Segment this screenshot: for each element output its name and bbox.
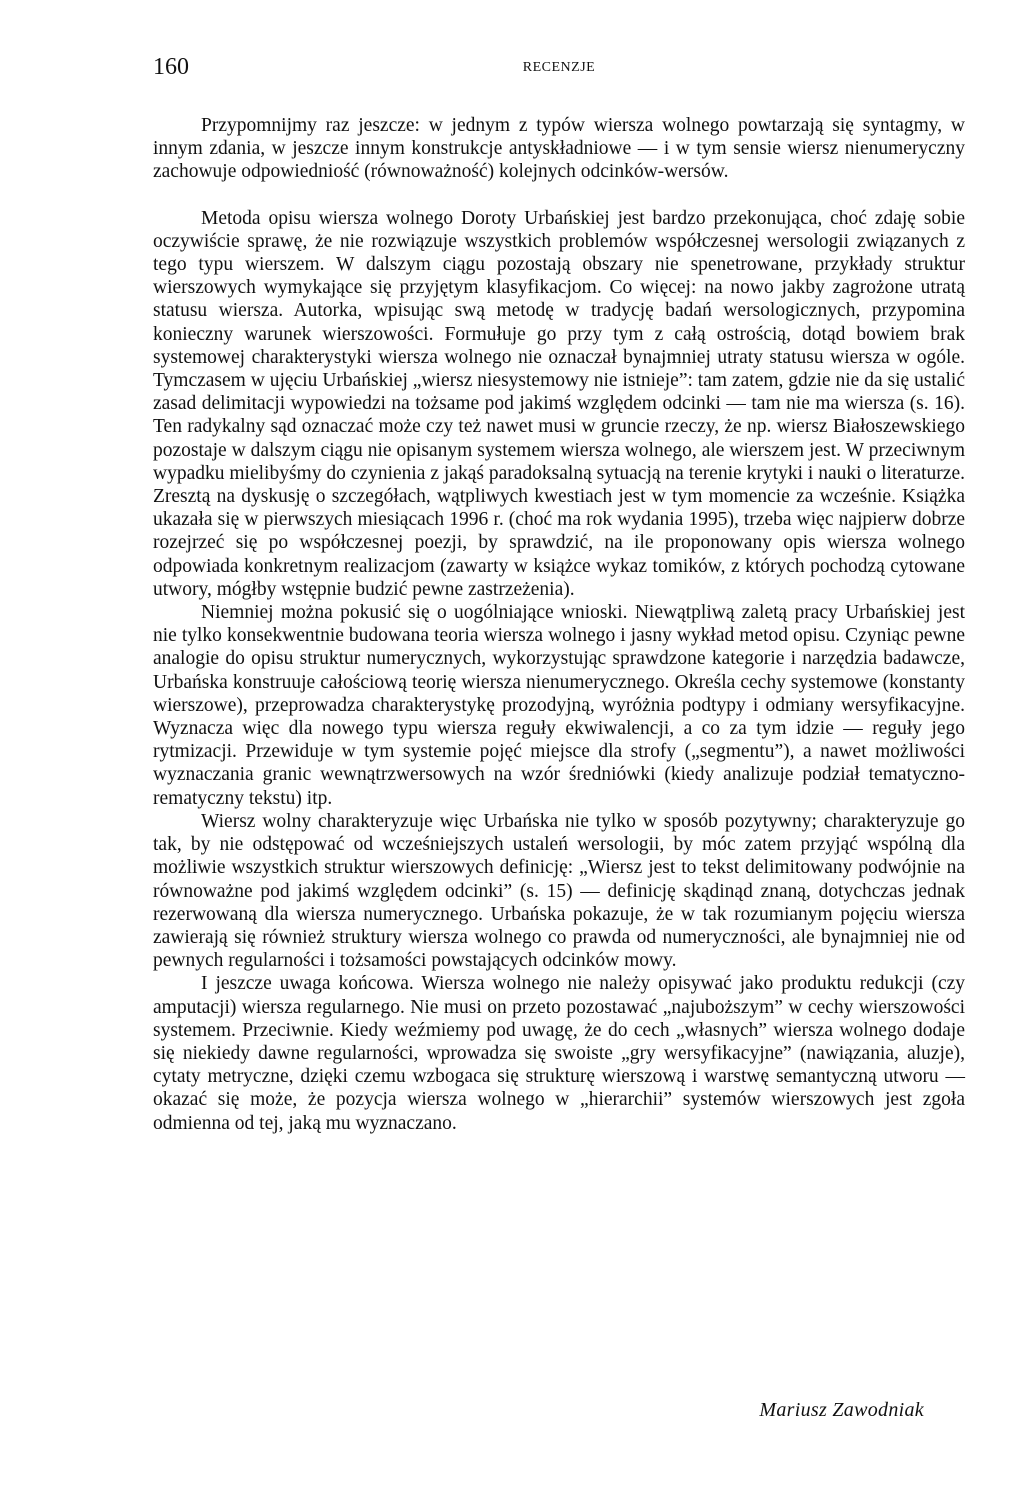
- author-signature: Mariusz Zawodniak: [759, 1399, 924, 1421]
- running-head: RECENZJE: [522, 60, 596, 75]
- page-number: 160: [153, 54, 189, 80]
- paragraph-2: Metoda opisu wiersza wolnego Doroty Urbańskiej jest bardzo przekonująca, choć zdaję sobie oczywiście sprawę, że nie rozwiązuje wszystkich problemów współczesnej wersologii związanych z tego typu wierszem. W dalszym ciągu pozostają obszary nie spenetrowane, przykłady struktur wierszowych wymykające się przyjętym klasyfikacjom. Co więcej: na nowo jakby zagrożone utratą statusu wiersza. Autorka, wpisując swą metodę w tradycję badań wersologicznych, przypomina konieczny warunek wierszowości. Formułuje go przy tym z całą ostrością, dotąd bowiem brak systemowej charakterystyki wiersza wolnego nie oznaczał bynajmniej utraty statusu wiersza w ogóle. Tymczasem w ujęciu Urbańskiej „wiersz niesystemowy nie istnieje”: tam zatem, gdzie nie da się ustalić zasad delimitacji wypowiedzi na tożsame pod jakimś względem odcinki — tam nie ma wiersza (s. 16). Ten radykalny sąd oznaczać może czy też nawet musi w gruncie rzeczy, że np. wiersz Białoszewskiego pozostaje w dalszym ciągu nie opisanym systemem wiersza wolnego, ale wierszem jest. W przeciwnym wypadku mielibyśmy do czynienia z jakąś paradoksalną sytuacją na terenie krytyki i nauki o literaturze. Zresztą na dyskusję o szczegółach, wątpliwych kwestiach jest w tym momencie za wcześnie. Książka ukazała się w pierwszych miesiącach 1996 r. (choć ma rok wydania 1995), trzeba więc najpierw dobrze rozejrzeć się po współczesnej poezji, by sprawdzić, na ile proponowany opis wiersza wolnego odpowiada konkretnym realizacjom (zawarty w książce wykaz tomików, z których pochodzą cytowane utwory, mógłby wstępnie budzić pewne zastrzeżenia).: [153, 207, 965, 600]
- paragraph-5: I jeszcze uwaga końcowa. Wiersza wolnego nie należy opisywać jako produktu redukcji (czy amputacji) wiersza regularnego. Nie musi on przeto pozostawać „najuboższym” w cechy wierszowości systemem. Przeciwnie. Kiedy weźmiemy pod uwagę, że do cech „własnych” wiersza wolnego dodaje się niekiedy dawne regularności, wprowadza się swoiste „gry wersyfikacyjne” (nawiązania, aluzje), cytaty metryczne, dzięki czemu wzbogaca się strukturę wierszową i warstwę semantyczną utworu — okazać się może, że pozycja wiersza wolnego w „hierarchii” systemów wierszowych jest zgoła odmienna od tej, jaką mu wyznaczano.: [153, 973, 965, 1134]
- article-body: [153, 114, 965, 1135]
- paragraph-1: Przypomnijmy raz jeszcze: w jednym z typów wiersza wolnego powtarzają się syntagmy, w innym zdania, w jeszcze innym konstrukcje antyskładniowe — i w tym sensie wiersz nienumeryczny zachowuje odpowiedniość (równoważność) kolejnych odcinków-wersów.: [153, 115, 965, 183]
- paragraph-4: Wiersz wolny charakteryzuje więc Urbańska nie tylko w sposób pozytywny; charakteryzuje go tak, by nie odstępować od wcześniejszych ustaleń wersologii, by móc zatem przyjąć wspólną dla możliwie wszystkich struktur wierszowych definicję: „Wiersz jest to tekst delimitowany podwójnie na równoważne pod jakimś względem odcinki” (s. 15) — definicję skądinąd znaną, dotychczas jednak rezerwowaną dla wiersza numerycznego. Urbańska pokazuje, że w tak rozumianym pojęciu wiersza zawierają się również struktury wiersza wolnego co prawda od numeryczności, ale bynajmniej nie od pewnych regularności i tożsamości powstających odcinków mowy.: [153, 810, 965, 972]
- paragraph-3: Niemniej można pokusić się o uogólniające wnioski. Niewątpliwą zaletą pracy Urbańskiej jest nie tylko konsekwentnie budowana teoria wiersza wolnego i jasny wykład metod opisu. Czyniąc pewne analogie do opisu struktur numerycznych, wykorzystując sprawdzone kategorie i narzędzia badawcze, Urbańska konstruuje całościową teorię wiersza nienumerycznego. Określa cechy systemowe (konstanty wierszowe), przeprowadza charakterystykę prozodyjną, wyróżnia podtypy i odmiany wersyfikacyjne. Wyznacza więc dla nowego typu wiersza reguły ekwiwalencji, a co za tym idzie — reguły jego rytmizacji. Przewiduje w tym systemie pojęć miejsce dla strofy („segmentu”), a nawet możliwości wyznaczania granic wewnątrzwersowych na wzór średniówki (kiedy analizuje podział tematyczno-rematyczny tekstu) itp.: [153, 602, 965, 809]
- page-header: [153, 52, 965, 88]
